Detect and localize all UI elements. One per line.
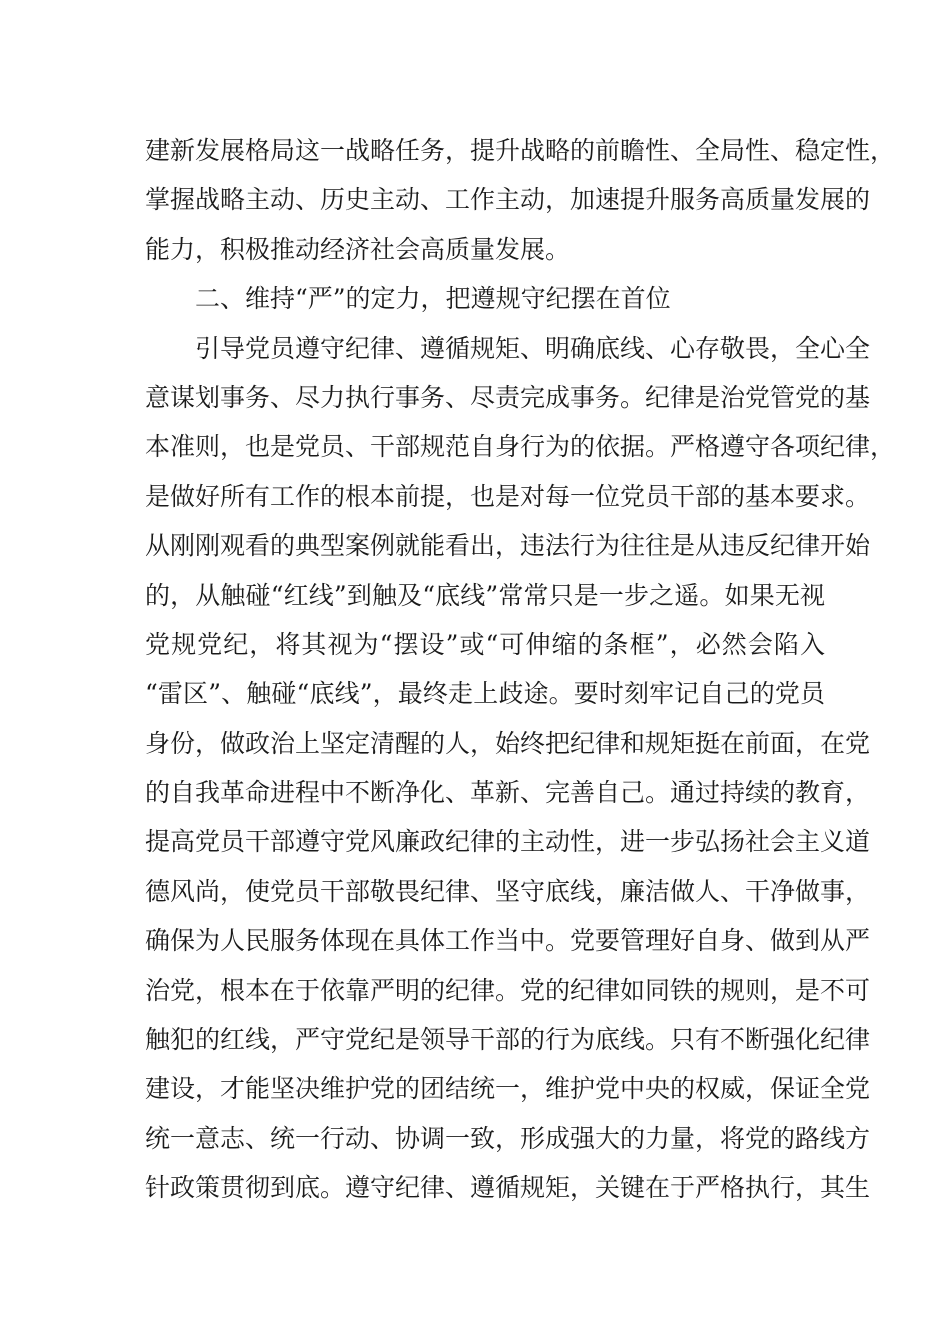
paragraph-2-line-9: 身份，做政治上坚定清醒的人，始终把纪律和规矩挺在前面，在党: [145, 728, 871, 758]
paragraph-2-line-5: 从刚刚观看的典型案例就能看出，违法行为往往是从违反纪律开始: [145, 531, 871, 561]
paragraph-1-line-1: 建新发展格局这一战略任务，提升战略的前瞻性、全局性、稳定性，: [145, 136, 896, 165]
paragraph-2-line-13: 确保为人民服务体现在具体工作当中。党要管理好自身、做到从严: [145, 926, 871, 956]
paragraph-2-line-3: 本准则，也是党员、干部规范自身行为的依据。严格遵守各项纪律，: [145, 432, 896, 462]
paragraph-2-line-7: 党规党纪，将其视为“摆设”或“可伸缩的条框”，必然会陷入: [145, 629, 825, 659]
paragraph-1-line-3: 能力，积极推动经济社会高质量发展。: [145, 234, 571, 264]
paragraph-2-line-10: 的自我革命进程中不断净化、革新、完善自己。通过持续的教育，: [145, 778, 871, 808]
document-body: [145, 126, 896, 1213]
paragraph-2-line-14: 治党，根本在于依靠严明的纪律。党的纪律如同铁的规则，是不可: [145, 975, 871, 1005]
paragraph-2-line-12: 德风尚，使党员干部敬畏纪律、坚守底线，廉洁做人、干净做事，: [145, 876, 871, 906]
paragraph-2-line-6: 的，从触碰“红线”到触及“底线”常常只是一步之遥。如果无视: [145, 580, 825, 610]
paragraph-2-line-15: 触犯的红线，严守党纪是领导干部的行为底线。只有不断强化纪律: [145, 1025, 871, 1055]
paragraph-2-line-17: 统一意志、统一行动、协调一致，形成强大的力量，将党的路线方: [145, 1123, 871, 1153]
paragraph-2-line-11: 提高党员干部遵守党风廉政纪律的主动性，进一步弘扬社会主义道: [145, 827, 871, 857]
paragraph-2-line-1: 引导党员遵守纪律、遵循规矩、明确底线、心存敬畏，全心全: [195, 333, 871, 363]
paragraph-2-line-18: 针政策贯彻到底。遵守纪律、遵循规矩，关键在于严格执行，其生: [145, 1173, 871, 1203]
paragraph-2-line-2: 意谋划事务、尽力执行事务、尽责完成事务。纪律是治党管党的基: [145, 382, 871, 412]
section-heading: 二、维持“严”的定力，把遵规守纪摆在首位: [195, 284, 671, 314]
paragraph-2-line-8: “雷区”、触碰“底线”，最终走上歧途。要时刻牢记自己的党员: [145, 679, 825, 709]
paragraph-1-line-2: 掌握战略主动、历史主动、工作主动，加速提升服务高质量发展的: [145, 185, 871, 215]
paragraph-2-line-16: 建设，才能坚决维护党的团结统一，维护党中央的权威，保证全党: [145, 1074, 871, 1104]
paragraph-2-line-4: 是做好所有工作的根本前提，也是对每一位党员干部的基本要求。: [145, 481, 871, 511]
